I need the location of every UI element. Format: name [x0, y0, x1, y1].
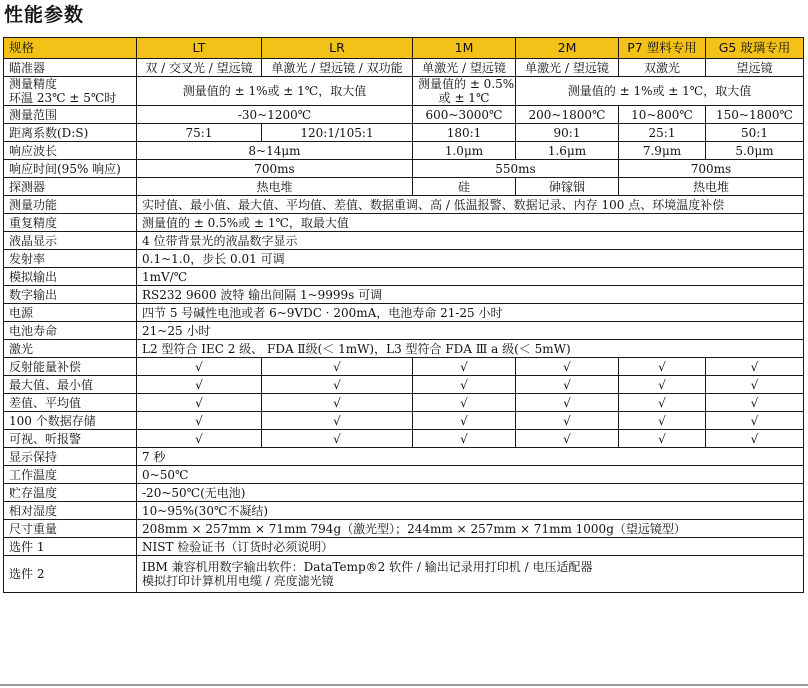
table-row — [4, 77, 804, 106]
check-mark: √ — [262, 412, 413, 430]
table-cell: 5.0μm — [706, 142, 804, 160]
table-cell: 四节 5 号碱性电池或者 6~9VDC · 200mA，电池寿命 21-25 小时 — [137, 304, 804, 322]
row-label: 最大值、最小值 — [4, 376, 137, 394]
row-label: 响应时间(95% 响应) — [4, 160, 137, 178]
table-cell: 望远镜 — [706, 59, 804, 77]
row-label: 选件 2 — [4, 556, 137, 593]
row-label: 差值、平均值 — [4, 394, 137, 412]
row-label: 电池寿命 — [4, 322, 137, 340]
table-row — [4, 232, 804, 250]
table-row — [4, 214, 804, 232]
page-title: 性能参数 — [4, 4, 85, 26]
table-cell — [413, 77, 516, 106]
table-cell: 90:1 — [516, 124, 619, 142]
check-mark: √ — [619, 430, 706, 448]
table-row — [4, 448, 804, 466]
check-mark: √ — [262, 394, 413, 412]
table-header-row — [4, 38, 804, 59]
table-cell — [137, 556, 804, 593]
table-row — [4, 178, 804, 196]
check-mark: √ — [706, 376, 804, 394]
check-mark: √ — [137, 358, 262, 376]
table-cell: RS232 9600 波特 输出间隔 1~9999s 可调 — [137, 286, 804, 304]
row-label: 工作温度 — [4, 466, 137, 484]
header-spec: 规格 — [4, 38, 137, 59]
table-row — [4, 484, 804, 502]
row-label: 响应波长 — [4, 142, 137, 160]
table-cell: 1.6μm — [516, 142, 619, 160]
check-mark: √ — [413, 394, 516, 412]
check-mark: √ — [413, 430, 516, 448]
table-cell: 600~3000℃ — [413, 106, 516, 124]
row-label-line: 测量精度 — [9, 77, 58, 91]
header-2m: 2M — [516, 38, 619, 59]
table-cell: 200~1800℃ — [516, 106, 619, 124]
check-mark: √ — [262, 376, 413, 394]
table-row — [4, 412, 804, 430]
table-cell: 砷镓铟 — [516, 178, 619, 196]
row-label: 重复精度 — [4, 214, 137, 232]
spec-table — [3, 37, 804, 593]
check-mark: √ — [619, 358, 706, 376]
table-cell: 0.1~1.0，步长 0.01 可调 — [137, 250, 804, 268]
row-label: 电源 — [4, 304, 137, 322]
table-cell: 550ms — [413, 160, 619, 178]
table-row — [4, 124, 804, 142]
table-row — [4, 502, 804, 520]
header-g5: G5 玻璃专用 — [706, 38, 804, 59]
table-row — [4, 268, 804, 286]
check-mark: √ — [262, 430, 413, 448]
row-label: 贮存温度 — [4, 484, 137, 502]
row-label: 测量范围 — [4, 106, 137, 124]
table-cell: 测量值的 ± 0.5%或 ± 1℃，取最大值 — [137, 214, 804, 232]
table-cell: 150~1800℃ — [706, 106, 804, 124]
table-cell: 4 位带背景光的液晶数字显示 — [137, 232, 804, 250]
check-mark: √ — [516, 376, 619, 394]
table-cell: 热电堆 — [619, 178, 804, 196]
check-mark: √ — [706, 412, 804, 430]
table-row — [4, 556, 804, 593]
table-row — [4, 106, 804, 124]
table-row — [4, 286, 804, 304]
table-cell: 单激光 / 望远镜 — [413, 59, 516, 77]
table-cell: L2 型符合 IEC 2 级、 FDA Ⅱ级(＜ 1mW)，L3 型符合 FDA Ⅲ a 级(＜ 5mW) — [137, 340, 804, 358]
table-row — [4, 466, 804, 484]
check-mark: √ — [413, 412, 516, 430]
row-label: 显示保持 — [4, 448, 137, 466]
table-cell: 测量值的 ± 1%或 ± 1℃，取大值 — [137, 77, 413, 106]
table-cell: 单激光 / 望远镜 / 双功能 — [262, 59, 413, 77]
row-label: 数字输出 — [4, 286, 137, 304]
check-mark: √ — [137, 394, 262, 412]
table-cell: 700ms — [137, 160, 413, 178]
table-cell: 25:1 — [619, 124, 706, 142]
row-label: 反射能量补偿 — [4, 358, 137, 376]
table-cell: 双 / 交叉光 / 望远镜 — [137, 59, 262, 77]
table-row — [4, 376, 804, 394]
check-mark: √ — [413, 358, 516, 376]
row-label: 距离系数(D:S) — [4, 124, 137, 142]
table-cell: 50:1 — [706, 124, 804, 142]
cell-line: 测量值的 ± 0.5% — [418, 77, 515, 91]
table-cell: -20~50℃(无电池) — [137, 484, 804, 502]
check-mark: √ — [706, 358, 804, 376]
table-row — [4, 160, 804, 178]
row-label: 选件 1 — [4, 538, 137, 556]
header-p7: P7 塑料专用 — [619, 38, 706, 59]
check-mark: √ — [516, 430, 619, 448]
table-cell: 7.9μm — [619, 142, 706, 160]
table-cell: 10~95%(30℃不凝结) — [137, 502, 804, 520]
table-row — [4, 340, 804, 358]
row-label: 可视、听报警 — [4, 430, 137, 448]
check-mark: √ — [619, 394, 706, 412]
table-row — [4, 520, 804, 538]
check-mark: √ — [137, 412, 262, 430]
check-mark: √ — [137, 376, 262, 394]
table-cell: 实时值、最小值、最大值、平均值、差值、数据重调、高 / 低温报警、数据记录、内存 100 点、环境温度补偿 — [137, 196, 804, 214]
table-row — [4, 394, 804, 412]
table-cell: -30~1200℃ — [137, 106, 413, 124]
table-cell: 10~800℃ — [619, 106, 706, 124]
row-label: 相对湿度 — [4, 502, 137, 520]
header-lr: LR — [262, 38, 413, 59]
check-mark: √ — [706, 430, 804, 448]
table-cell: 700ms — [619, 160, 804, 178]
table-row — [4, 142, 804, 160]
table-cell: 0~50℃ — [137, 466, 804, 484]
table-cell: 21~25 小时 — [137, 322, 804, 340]
cell-line: 或 ± 1℃ — [438, 91, 490, 105]
table-row — [4, 430, 804, 448]
row-label: 模拟输出 — [4, 268, 137, 286]
table-cell: 单激光 / 望远镜 — [516, 59, 619, 77]
table-row — [4, 358, 804, 376]
check-mark: √ — [619, 376, 706, 394]
row-label: 瞄准器 — [4, 59, 137, 77]
row-label: 液晶显示 — [4, 232, 137, 250]
cell-line: IBM 兼容机用数字输出软件：DataTemp®2 软件 / 输出记录用打印机 / 电压适配器 — [142, 560, 593, 574]
header-lt: LT — [137, 38, 262, 59]
table-cell: 热电堆 — [137, 178, 413, 196]
table-row — [4, 322, 804, 340]
table-cell: 1mV/℃ — [137, 268, 804, 286]
check-mark: √ — [262, 358, 413, 376]
row-label: 尺寸重量 — [4, 520, 137, 538]
cell-line: 模拟打印计算机用电缆 / 亮度滤光镜 — [142, 574, 334, 588]
table-cell: 7 秒 — [137, 448, 804, 466]
row-label: 100 个数据存储 — [4, 412, 137, 430]
check-mark: √ — [516, 412, 619, 430]
table-cell: 1.0μm — [413, 142, 516, 160]
row-label: 激光 — [4, 340, 137, 358]
row-label: 测量功能 — [4, 196, 137, 214]
check-mark: √ — [516, 394, 619, 412]
table-cell: 测量值的 ± 1%或 ± 1℃，取大值 — [516, 77, 804, 106]
table-row — [4, 250, 804, 268]
check-mark: √ — [413, 376, 516, 394]
table-cell: 180:1 — [413, 124, 516, 142]
table-row — [4, 538, 804, 556]
check-mark: √ — [706, 394, 804, 412]
check-mark: √ — [516, 358, 619, 376]
table-cell: 120:1/105:1 — [262, 124, 413, 142]
table-row — [4, 304, 804, 322]
footer-divider — [0, 684, 808, 686]
table-cell: 8~14μm — [137, 142, 413, 160]
table-cell: 双激光 — [619, 59, 706, 77]
header-1m: 1M — [413, 38, 516, 59]
check-mark: √ — [137, 430, 262, 448]
table-row — [4, 196, 804, 214]
row-label: 探测器 — [4, 178, 137, 196]
table-cell: 硅 — [413, 178, 516, 196]
row-label: 发射率 — [4, 250, 137, 268]
table-cell: 208mm × 257mm × 71mm 794g（激光型）；244mm × 257mm × 71mm 1000g（望远镜型） — [137, 520, 804, 538]
check-mark: √ — [619, 412, 706, 430]
table-cell: 75:1 — [137, 124, 262, 142]
table-cell: NIST 检验证书（订货时必须说明） — [137, 538, 804, 556]
row-label — [4, 77, 137, 106]
row-label-line: 环温 23℃ ± 5℃时 — [9, 91, 117, 105]
table-row — [4, 59, 804, 77]
